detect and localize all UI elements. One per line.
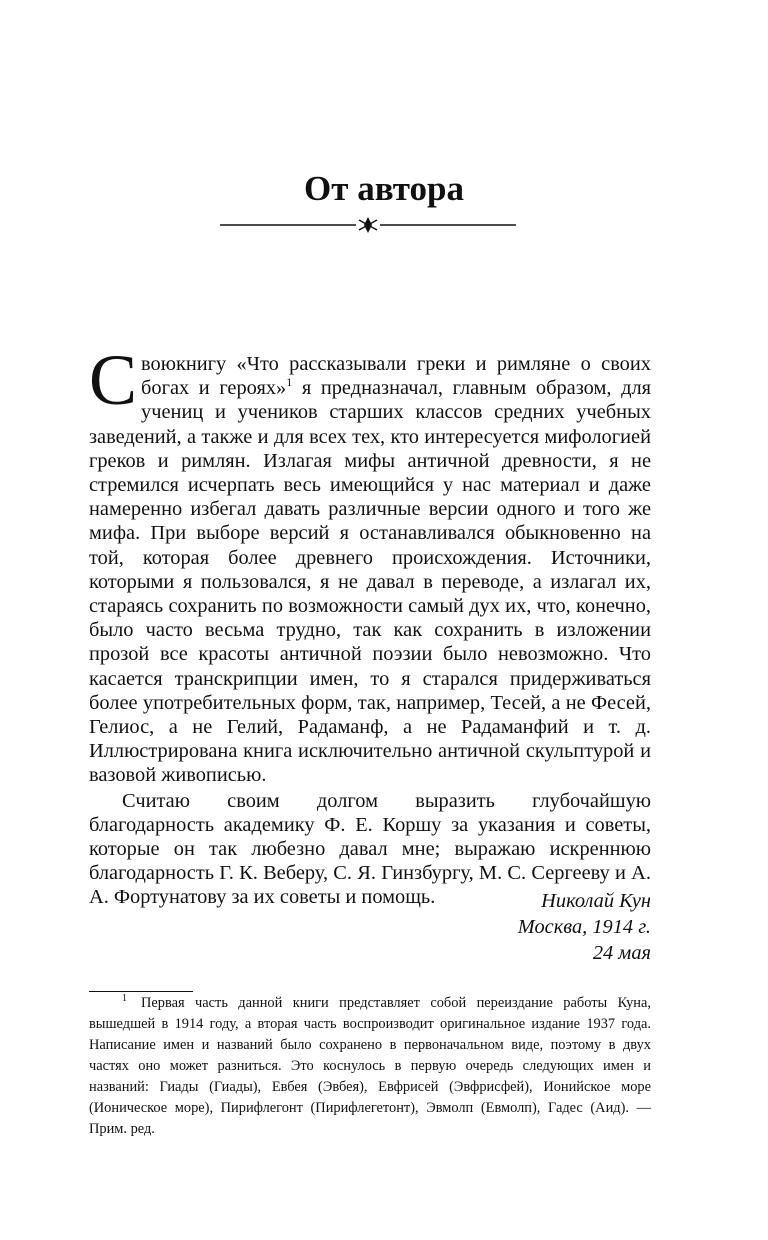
paragraph-1-start: воюкнигу «Что рассказывали греки и римляне о своих богах и героях» [141,353,651,400]
paragraph-1-rest: я предназначал, главным образом, для учениц и учеников старших классов средних учебных заведений, а также и для всех тех, кто интересуется мифологией греков и римлян. Излагая мифы античной древности, я не стремился исчерпать весь имеющийся у нас материал и даже намеренно избегал давать различные версии одного и того же мифа. При выборе версий я останавливался обыкновенно на той, которая более древнего происхождения. Источники, которыми я пользовался, я не давал в переводе, а излагал их, стараясь сохранить по возможности самый дух их, что, конечно, было часто весьма трудно, так как сохранить в изложении прозой все красоты античной поэзии было невозможно. Что касается транскрипции имен, то я старался придерживаться более употребительных форм, так, например, Тесей, а не Фесей, Гелиос, а не Гелий, Радаманф, а не Радаманфий и т. д. Иллюстрирована книга исключительно античной скульптурой и вазовой живописью. [89,377,651,787]
drop-cap: С [89,340,138,420]
author-name: Николай Кун [541,890,651,912]
page-title: От автора [304,169,464,209]
decorative-divider-icon [220,214,516,236]
footnote-reference[interactable]: 1 [286,375,293,390]
date: 24 мая [592,942,651,964]
paragraph-2: Считаю своим долгом выразить глубочайшую благодарность академику Ф. Е. Коршу за указания и советы, которые он так любезно давал мне; выражаю искреннюю благодарность Г. К. Веберу, С. Я. Гинзбургу, М. С. Сергееву и А. А. Фортунатову за их советы и помощь. [89,789,651,909]
footnote-text: Первая часть данной книги представляет собой переиздание работы Куна, вышедшей в 1914 году, а вторая часть воспроизводит оригинальное издание 1937 года. Написание имен и названий было сохранено в первоначальном виде, поэтому в двух частях оно может разниться. Это коснулось в первую очередь следующих имен и названий: Гиады (Гиады), Евбея (Эвбея), Евфрисей (Эвфрисфей), Ионийское море (Ионическое море), Пирифлегонт (Пирифлегетонт), Эвмолп (Евмолп), Гадес (Аид). — Прим. ред. [89,995,651,1137]
signature-block [518,888,651,966]
place-year: Москва, 1914 г. [517,916,651,938]
paragraph-1 [89,340,651,788]
footnote-divider [89,991,193,992]
footnote-number: 1 [122,993,127,1005]
footnote [89,993,651,1140]
main-text [89,340,651,910]
